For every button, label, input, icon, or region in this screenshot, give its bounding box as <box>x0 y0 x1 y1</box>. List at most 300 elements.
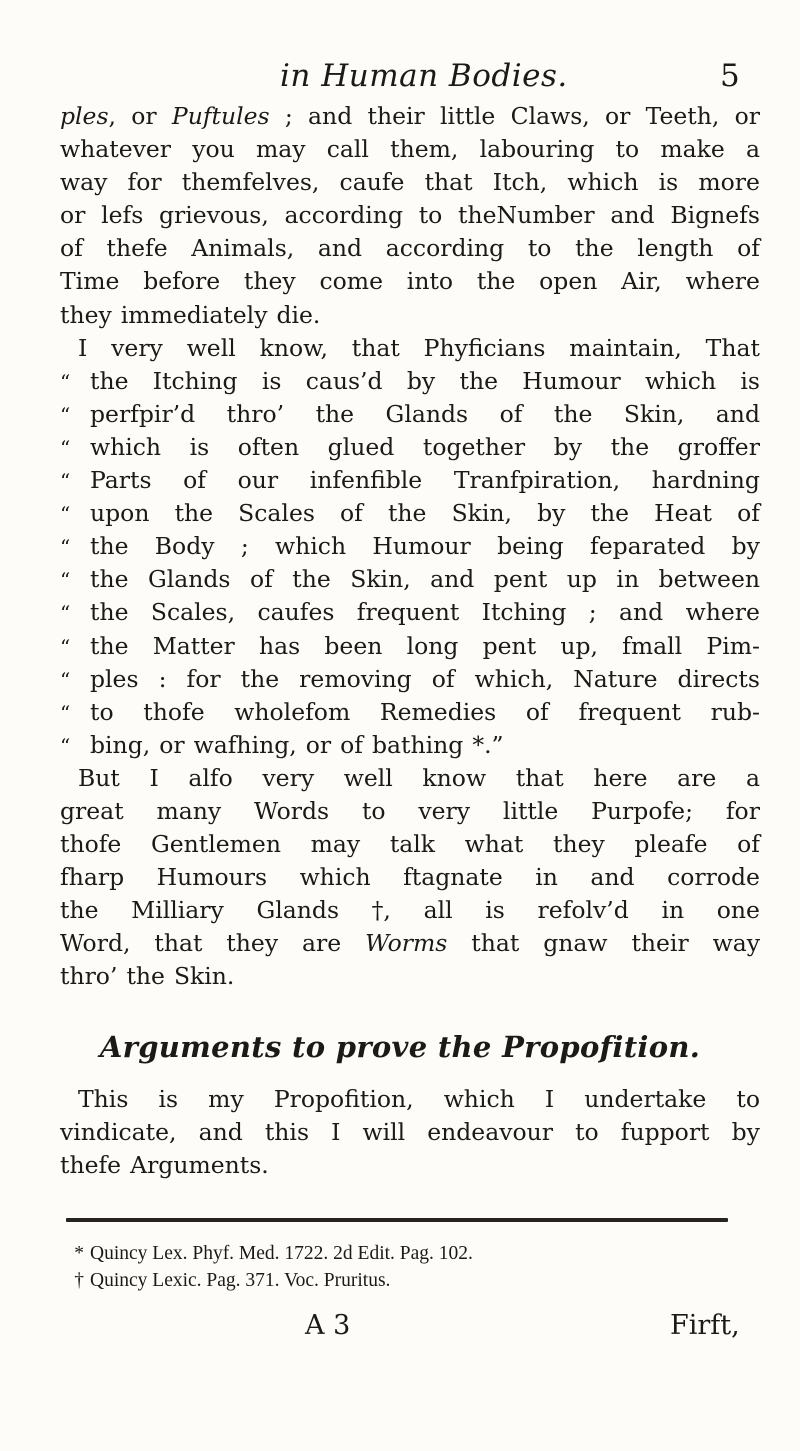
paragraph-3 <box>60 762 760 994</box>
text-line <box>60 232 760 265</box>
quote-mark: “ <box>60 469 71 494</box>
footnotes <box>60 1240 760 1294</box>
word: a <box>745 763 760 792</box>
word: between <box>658 565 760 594</box>
word: are <box>677 763 717 792</box>
word: Itch, <box>492 168 548 197</box>
word: which <box>443 1085 515 1113</box>
word: our <box>237 466 279 495</box>
word: bing, <box>90 730 151 759</box>
word: their <box>631 929 689 958</box>
word: know, <box>259 333 328 362</box>
quote-mark: “ <box>60 733 71 758</box>
quote-mark: “ <box>60 634 71 659</box>
word: little <box>440 102 496 130</box>
word: where <box>685 267 760 296</box>
word: often <box>237 432 300 461</box>
word: and <box>715 399 760 428</box>
word: being <box>497 532 564 561</box>
word: my <box>208 1085 244 1113</box>
word: to <box>418 201 443 230</box>
word: for <box>186 664 221 693</box>
footnote <box>60 1240 760 1267</box>
text-line <box>60 133 760 166</box>
word: to <box>527 234 552 263</box>
word <box>365 927 447 960</box>
word: gnaw <box>543 929 608 958</box>
quoted-line <box>90 431 760 464</box>
footnote <box>60 1267 760 1294</box>
word: this <box>264 1118 309 1147</box>
word: they <box>226 929 279 958</box>
word: and <box>308 102 353 130</box>
text-line <box>60 166 760 199</box>
text-line <box>60 1116 760 1149</box>
word: is <box>740 366 760 395</box>
text-line <box>60 696 760 729</box>
word: Teeth, <box>645 102 720 130</box>
word: of <box>431 664 455 693</box>
word: hardning <box>651 466 760 495</box>
word: into <box>406 267 454 296</box>
word: lefs <box>101 201 144 230</box>
word: caufe <box>339 168 405 197</box>
word: of <box>737 499 760 528</box>
word: themfelves, <box>181 168 320 197</box>
paragraph-2 <box>60 332 760 762</box>
word: pleafe <box>634 830 708 859</box>
quote-mark: “ <box>60 435 71 460</box>
word: upon <box>90 499 150 528</box>
word: very <box>418 796 471 825</box>
word: them, <box>390 135 459 164</box>
word: That <box>705 333 760 362</box>
word: the <box>90 598 129 627</box>
quoted-line <box>90 365 760 398</box>
text-line <box>60 795 760 828</box>
word: up <box>566 565 597 594</box>
text-line <box>60 431 760 464</box>
word: Milliary <box>131 896 224 925</box>
word: Itching <box>152 366 238 395</box>
word: Heat <box>654 499 712 528</box>
word: Skin, <box>623 399 685 428</box>
word: caufes <box>257 598 335 627</box>
word: Skin, <box>350 565 411 594</box>
word: little <box>502 796 559 825</box>
quote-mark: “ <box>60 502 71 527</box>
word: very <box>262 763 315 792</box>
word: they <box>553 830 605 859</box>
word: up, <box>560 631 598 660</box>
word: and <box>198 1118 243 1147</box>
word: I <box>544 1085 555 1113</box>
word: maintain, <box>569 333 682 362</box>
word: endeavour <box>427 1118 553 1147</box>
word: Propofition, <box>273 1085 414 1113</box>
word: glued <box>327 432 395 461</box>
word: great <box>60 796 124 825</box>
word: which <box>275 532 347 561</box>
word: well <box>343 763 393 792</box>
word: the <box>575 234 614 263</box>
word: caus’d <box>305 366 383 395</box>
word: fmall <box>622 631 683 660</box>
page-footer <box>0 1310 800 1350</box>
word: perfpir’d <box>90 399 196 428</box>
running-head <box>0 58 800 98</box>
word: wholefom <box>234 697 351 726</box>
word: by <box>553 432 583 461</box>
word: the <box>459 366 498 395</box>
word: the <box>590 499 630 528</box>
word: pent <box>493 565 548 594</box>
word: die. <box>276 300 321 329</box>
word: many <box>156 796 222 825</box>
quote-mark: “ <box>60 568 71 593</box>
word: wafhing, <box>193 730 297 759</box>
word: that <box>424 168 473 197</box>
signature-mark: A 3 <box>305 1310 351 1341</box>
word: Animals, <box>191 234 295 263</box>
word: Nature <box>573 664 658 693</box>
word: which, <box>474 664 554 693</box>
word: or <box>734 102 760 130</box>
word: theNumber <box>458 201 595 230</box>
word: way <box>712 929 760 958</box>
text-line <box>60 1149 760 1182</box>
running-title: in Human Bodies. <box>280 58 568 94</box>
text-line <box>60 960 760 993</box>
text-line <box>60 299 760 332</box>
word: Scales, <box>150 598 236 627</box>
word: may <box>255 135 306 164</box>
text-line <box>60 1083 760 1116</box>
word: or <box>305 730 332 759</box>
word: and <box>317 234 363 263</box>
word: together <box>422 432 526 461</box>
word: the <box>90 366 129 395</box>
italic-text: Worms <box>365 929 448 958</box>
word: in <box>661 896 685 925</box>
word: ; <box>240 532 249 561</box>
word: they <box>243 267 296 296</box>
word: is <box>658 168 679 197</box>
word: of <box>525 697 549 726</box>
word: rub- <box>710 697 760 726</box>
quote-mark: “ <box>60 535 71 560</box>
catchword: Firft, <box>670 1310 740 1341</box>
word: directs <box>677 664 760 693</box>
word: corrode <box>667 863 760 892</box>
word: Tranfpiration, <box>453 466 621 495</box>
text-line <box>60 398 760 431</box>
word: Itching <box>481 598 567 627</box>
word: of <box>183 466 206 495</box>
word: ; <box>284 102 293 130</box>
word: Glands <box>385 399 469 428</box>
word: Humour <box>372 532 471 561</box>
word: Humours <box>156 863 268 892</box>
paragraph-1 <box>60 100 760 332</box>
word: I <box>331 1118 341 1147</box>
footnote-mark: * <box>74 1243 84 1264</box>
word: of <box>737 234 760 263</box>
word: is <box>485 896 505 925</box>
word: †, <box>371 896 391 925</box>
word: ftagnate <box>403 863 503 892</box>
word: which <box>299 863 371 892</box>
word: ples <box>90 664 139 693</box>
word: talk <box>389 830 436 859</box>
word: has <box>258 631 301 660</box>
quote-mark: “ <box>60 700 71 725</box>
word: frequent <box>578 697 681 726</box>
word: pent <box>482 631 537 660</box>
word: or <box>605 102 631 130</box>
word: Humour <box>522 366 621 395</box>
word: which <box>645 366 717 395</box>
word: they <box>60 300 112 329</box>
word: Parts <box>90 466 152 495</box>
text-line <box>60 894 760 927</box>
text-line <box>60 365 760 398</box>
word: which <box>567 168 639 197</box>
word: the <box>126 962 165 991</box>
word: Glands <box>256 896 340 925</box>
word: Word, <box>60 929 131 958</box>
word: alfo <box>188 763 233 792</box>
quoted-line <box>90 663 760 696</box>
word: of <box>340 730 363 759</box>
word: of <box>340 499 363 528</box>
word: in <box>535 863 558 892</box>
word: what <box>464 830 524 859</box>
word: make <box>660 135 725 164</box>
word: and <box>430 565 475 594</box>
word: or <box>131 102 157 130</box>
word: the <box>90 631 129 660</box>
text-line <box>60 265 760 298</box>
word: of <box>249 565 273 594</box>
word: open <box>539 267 598 296</box>
text-line <box>60 530 760 563</box>
word: the <box>174 499 214 528</box>
word: of <box>499 399 523 428</box>
word: the <box>60 896 99 925</box>
text-line <box>60 729 760 762</box>
word: Time <box>60 267 120 296</box>
word: immediately <box>120 300 268 329</box>
quote-mark: “ <box>60 402 71 427</box>
word: Body <box>154 532 215 561</box>
word: Skin. <box>173 962 235 991</box>
text-line <box>60 332 760 365</box>
word: the <box>610 432 650 461</box>
word: *.” <box>472 730 504 759</box>
word: fharp <box>60 863 125 892</box>
word: one <box>716 896 760 925</box>
word: according <box>385 234 505 263</box>
footnote-mark: † <box>74 1270 84 1291</box>
word: for <box>725 796 760 825</box>
text-line <box>60 497 760 530</box>
word: undertake <box>584 1085 707 1113</box>
word: more <box>698 168 760 197</box>
word: you <box>192 135 235 164</box>
text-line <box>60 100 760 133</box>
word: by <box>731 532 760 561</box>
italic-text: Puftules <box>171 102 270 130</box>
word: and <box>610 201 655 230</box>
word: vindicate, <box>60 1118 177 1147</box>
text-line <box>60 563 760 596</box>
word: Air, <box>621 267 662 296</box>
word: and <box>590 863 635 892</box>
word: here <box>593 763 648 792</box>
word: to <box>361 796 386 825</box>
word: frequent <box>356 598 460 627</box>
word: I <box>149 763 159 792</box>
paragraph-4 <box>60 1083 760 1182</box>
text-line <box>60 927 760 960</box>
word: know <box>422 763 487 792</box>
text-line <box>60 663 760 696</box>
word: thefe <box>106 234 168 263</box>
word: feparated <box>590 532 706 561</box>
word: that <box>515 763 564 792</box>
quoted-line <box>90 563 760 596</box>
word: is <box>158 1085 179 1113</box>
word: and <box>619 598 664 627</box>
word: ; <box>588 598 597 627</box>
word: thro’ <box>226 399 285 428</box>
word: well <box>186 333 236 362</box>
word: the <box>387 499 427 528</box>
text-line <box>60 861 760 894</box>
page-number: 5 <box>720 58 740 94</box>
word: : <box>158 664 167 693</box>
word: Scales <box>238 499 315 528</box>
word: Pim- <box>706 631 760 660</box>
word: will <box>362 1118 406 1147</box>
word: very <box>111 333 163 362</box>
word: thefe <box>60 1151 122 1180</box>
word: Gentlemen <box>150 830 281 859</box>
word: thro’ <box>60 962 118 991</box>
quoted-line <box>90 630 760 663</box>
quoted-line <box>90 696 760 729</box>
word: Claws, <box>510 102 590 130</box>
text-line <box>60 464 760 497</box>
footnote-text: Quincy Lexic. Pag. 371. Voc. Pruritus. <box>90 1270 391 1291</box>
word: or <box>60 201 86 230</box>
word: infenfible <box>309 466 423 495</box>
word: their <box>367 102 425 130</box>
text-line <box>60 596 760 629</box>
word: that <box>471 929 520 958</box>
italic-text: ples <box>60 102 109 130</box>
closing-text <box>60 1083 760 1182</box>
word: the <box>90 532 129 561</box>
word: to <box>615 135 640 164</box>
word: ples, <box>60 102 117 130</box>
word: thofe <box>143 697 205 726</box>
word: labouring <box>479 135 595 164</box>
word: to <box>90 697 114 726</box>
quote-mark: “ <box>60 667 71 692</box>
word: groffer <box>677 432 760 461</box>
word: Words <box>254 796 330 825</box>
word: thofe <box>60 830 122 859</box>
word: long <box>406 631 459 660</box>
text-line <box>60 199 760 232</box>
word: in <box>616 565 640 594</box>
word: of <box>737 830 760 859</box>
quoted-line <box>90 530 760 563</box>
word: to <box>575 1118 599 1147</box>
word: by <box>537 499 566 528</box>
word: Bignefs <box>670 201 760 230</box>
section-heading: Arguments to prove the Propofition. <box>99 1030 701 1064</box>
word: the <box>553 399 593 428</box>
word: bathing <box>371 730 464 759</box>
word: But <box>78 763 120 792</box>
word: the <box>240 664 280 693</box>
word: fupport <box>620 1118 710 1147</box>
quoted-line <box>90 464 760 497</box>
word: the <box>292 565 331 594</box>
text-line <box>60 762 760 795</box>
word: Arguments. <box>130 1151 269 1180</box>
word: grievous, <box>159 201 269 230</box>
word: that <box>154 929 203 958</box>
word: been <box>324 631 383 660</box>
text-line <box>60 630 760 663</box>
word: Purpofe; <box>591 796 694 825</box>
word: to <box>736 1085 760 1113</box>
quoted-line <box>90 729 760 762</box>
word: is <box>189 432 210 461</box>
word: or <box>159 730 185 759</box>
word: the <box>476 267 516 296</box>
text-line <box>60 828 760 861</box>
footnote-text: Quincy Lex. Phyf. Med. 1722. 2d Edit. Pag. 102. <box>90 1243 473 1264</box>
word: Matter <box>152 631 235 660</box>
word: the <box>315 399 355 428</box>
word: a <box>745 135 760 164</box>
quote-mark: “ <box>60 601 71 626</box>
word: whatever <box>60 135 172 164</box>
word: by <box>406 366 436 395</box>
quoted-line <box>90 497 760 530</box>
word: is <box>261 366 282 395</box>
word: according <box>284 201 403 230</box>
word: are <box>302 929 342 958</box>
word: before <box>143 267 221 296</box>
word: Remedies <box>379 697 497 726</box>
word: for <box>127 168 162 197</box>
word: where <box>685 598 760 627</box>
word: Skin, <box>451 499 513 528</box>
word: the <box>90 565 129 594</box>
word: call <box>326 135 369 164</box>
footnote-divider <box>66 1218 728 1222</box>
word: which <box>90 432 162 461</box>
word: may <box>310 830 361 859</box>
word: way <box>60 168 108 197</box>
word: removing <box>299 664 412 693</box>
